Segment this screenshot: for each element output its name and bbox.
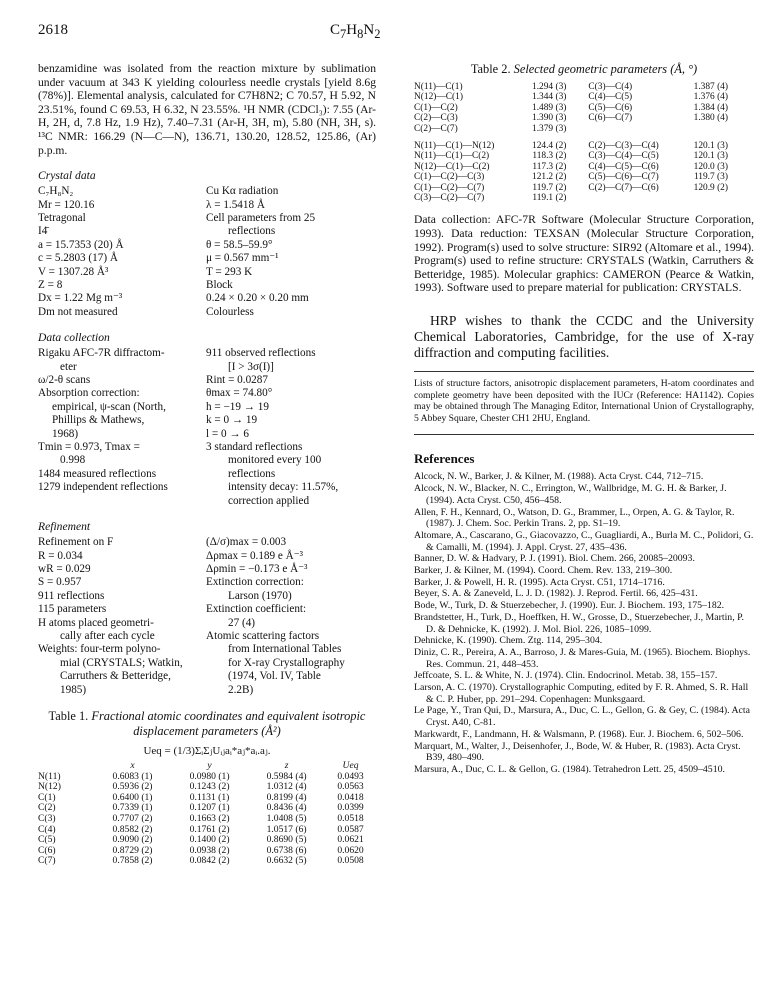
param-line: wR = 0.029	[38, 562, 91, 575]
param-line: μ = 0.567 mm⁻¹	[206, 252, 279, 265]
table1-cell: 0.1400 (2)	[189, 834, 230, 846]
references-heading: References	[414, 451, 475, 467]
table2-cell: 119.1 (2)	[532, 193, 567, 204]
table2-label: Table 2.	[470, 62, 511, 76]
table1-cell: C(2)	[38, 802, 56, 814]
table1-cell: 0.8729 (2)	[112, 844, 153, 856]
param-line: Δρmax = 0.189 e Å⁻³	[206, 549, 304, 562]
data-collection-software-paragraph: Data collection: AFC-7R Software (Molecular Structure Corporation, 1993). Data reduction: TEXSAN (Molecular Structure Corporation, 1992). Program(s) used to solve structure: SIR92 (Altomare et al., 1994). Program(s) used to refine structure: CRYSTALS (Watkin, Carruthers & Betteridge, 1985). Molecular graphics: CAMERON (Pearce & Watkin, 1993). Software used to prepare material for publication: CRYSTALS.	[414, 213, 754, 295]
table2-cell: C(1)—C(2)—C(7)	[414, 182, 485, 193]
reference-item: Altomare, A., Cascarano, G., Giacovazzo, C., Guagliardi, A., Burla M. C., Polidori, G. & Camalli, M. (1994). J. Appl. Cryst. 27, 435–436.	[414, 529, 754, 553]
crystal-data-block	[38, 185, 376, 319]
table1-cell: C(6)	[38, 844, 56, 856]
table2-cell: C(2)—C(3)—C(4)	[588, 141, 659, 152]
param-line: Atomic scattering factors	[206, 629, 320, 642]
param-line: Tmin = 0.973, Tmax =	[38, 441, 140, 454]
table1-cell: 0.0563	[337, 781, 364, 793]
table1-cell: 0.9090 (2)	[112, 834, 153, 846]
table2-cell: N(11)—C(1)—C(2)	[414, 151, 490, 162]
table1-cell: 0.8582 (2)	[112, 823, 153, 835]
param-line: correction applied	[228, 494, 310, 507]
param-line: 1968)	[52, 427, 79, 440]
running-title: $C_7H_8N_2$	[330, 22, 381, 41]
table1-cell: 0.6632 (5)	[266, 855, 307, 867]
param-line: h = −19 → 19	[206, 400, 269, 413]
param-line: Rigaku AFC-7R diffractom-	[38, 347, 165, 360]
param-line: [I > 3σ(I)]	[228, 360, 274, 373]
table1-cell: C(1)	[38, 791, 56, 803]
param-line: 2.2B)	[228, 683, 254, 696]
reference-item: Barker, J. & Kilner, M. (1994). Coord. Chem. Rev. 133, 219–300.	[414, 565, 673, 577]
table1-cell: 0.5984 (4)	[266, 770, 307, 782]
param-line: 1484 measured reflections	[38, 467, 157, 480]
table1-cell: 0.0418	[337, 791, 364, 803]
table2-cell: C(5)—C(6)—C(7)	[588, 172, 659, 183]
table1-cell: N(11)	[38, 770, 61, 782]
left-column	[38, 62, 376, 867]
table2-cell: 1.390 (3)	[532, 113, 567, 124]
param-line: Phillips & Mathews,	[52, 414, 145, 427]
data-collection-left	[38, 347, 196, 508]
param-line: Carruthers & Betteridge,	[60, 670, 171, 683]
divider	[414, 434, 754, 435]
param-line: Cell parameters from 25	[206, 211, 316, 224]
table1-header-cell: y	[207, 759, 212, 771]
param-line: k = 0 → 19	[206, 414, 258, 427]
table1-cell: 0.0620	[337, 844, 364, 856]
param-line: for X-ray Crystallography	[228, 656, 345, 669]
param-line: Dx = 1.22 Mg m⁻³	[38, 292, 123, 305]
table1-cell: 0.0508	[337, 855, 364, 867]
data-collection-right	[206, 347, 376, 508]
reference-item: Larson, A. C. (1970). Crystallographic Computing, edited by F. R. Ahmed, S. R. Hall & C. P. Huber, pp. 291–294. Copenhagen: Munksgaard.	[414, 682, 749, 705]
table1-header-cell: Ueq	[342, 759, 359, 771]
table1-header-cell	[38, 761, 94, 772]
table1-cell: 0.0621	[337, 834, 364, 846]
table1-cell: 0.0980 (1)	[189, 770, 230, 782]
table1-cell: 0.1131 (1)	[189, 791, 230, 803]
param-line: 1985)	[60, 683, 87, 696]
reference-item: Banner, D. W. & Hadvary, P. J. (1991). Biol. Chem. 266, 20085–20093.	[414, 553, 695, 565]
right-column	[414, 62, 754, 776]
param-line: empirical, ψ-scan (North,	[52, 400, 166, 413]
table2-cell: 120.0 (3)	[693, 161, 728, 172]
refinement-heading: Refinement	[38, 520, 91, 534]
reference-item: Bode, W., Turk, D. & Stuerzebecher, J. (1990). Eur. J. Biochem. 193, 175–182.	[414, 600, 725, 612]
table1-cell: 0.8690 (5)	[266, 834, 307, 846]
crystal-data-heading: Crystal data	[38, 169, 96, 183]
table2-cell: C(3)—C(4)	[588, 82, 633, 92]
param-line: Rint = 0.0287	[206, 374, 268, 387]
param-line: cally after each cycle	[60, 629, 155, 642]
reference-item: Dehnicke, K. (1990). Chem. Ztg. 114, 295–304.	[414, 635, 603, 647]
table2-cell: C(2)—C(7)—C(6)	[588, 182, 659, 193]
table1-header-cell: z	[284, 759, 289, 771]
table-row	[414, 183, 750, 193]
reference-item: Jeffcoate, S. L. & White, N. J. (1974). Clin. Endocrinol. Metab. 38, 155–157.	[414, 670, 718, 682]
param-line: from International Tables	[228, 643, 342, 656]
param-line: a = 15.7353 (20) Å	[38, 238, 124, 251]
table1-header-cell: x	[130, 759, 135, 771]
table-row	[414, 113, 750, 123]
table2-cell: C(1)—C(2)	[414, 102, 458, 113]
table-row	[38, 814, 376, 825]
table1-cell: C(5)	[38, 834, 56, 846]
param-line: c = 5.2803 (17) Å	[38, 252, 118, 265]
param-line: λ = 1.5418 Å	[206, 198, 265, 211]
table2-cell: C(4)—C(5)	[588, 92, 633, 103]
table2-cell: 120.9 (2)	[693, 182, 728, 193]
table2-cell	[588, 193, 678, 203]
param-line: (Δ/σ)max = 0.003	[206, 536, 287, 549]
param-line: T = 293 K	[206, 265, 253, 278]
param-line: θmax = 74.80°	[206, 387, 273, 400]
table1-cell: N(12)	[38, 781, 61, 793]
table2-cell: 1.344 (3)	[532, 92, 567, 103]
param-line: 0.998	[60, 454, 86, 467]
table-row	[414, 82, 750, 92]
reference-item: Alcock, N. W., Blacker, N. C., Errington, W., Wallbridge, M. G. H. & Barker, J. (1994). Acta Cryst. C50, 456–458.	[414, 483, 727, 506]
param-line: Larson (1970)	[228, 589, 292, 602]
table1-cell: C(7)	[38, 855, 56, 867]
table2-cell: 1.376 (4)	[693, 92, 728, 103]
param-line: Absorption correction:	[38, 387, 140, 400]
table1-cell: 0.0399	[337, 802, 364, 814]
reference-item: Le Page, Y., Tran Qui, D., Marsura, A., Duc, C. L., Gellon, G. & Gey, C. (1984). Acta Cryst. A40, C-81.	[414, 705, 750, 729]
table2-cell: C(3)—C(2)—C(7)	[414, 193, 485, 204]
param-line: Mr = 120.16	[38, 198, 95, 211]
param-line: Refinement on F	[38, 536, 114, 549]
reference-item: Brandstetter, H., Turk, D., Hoeffken, H. W., Grosse, D., Stuerzebecher, J., Martin, P. D. & Dehnicke, K. (1992). J. Mol. Biol. 226, 1085–1099.	[414, 611, 744, 635]
table2-cell: C(6)—C(7)	[588, 113, 633, 124]
table1-coordinates	[38, 761, 376, 867]
param-line: Colourless	[206, 305, 254, 318]
param-line: 27 (4)	[228, 616, 256, 629]
table2-cell: C(5)—C(6)	[588, 102, 633, 113]
table2-cell: C(1)—C(2)—C(3)	[414, 172, 485, 183]
table2-cell: C(2)—C(3)	[414, 113, 458, 124]
param-line: Tetragonal	[38, 211, 86, 224]
table2-cell: 119.7 (2)	[532, 182, 567, 193]
table1-title: Fractional atomic coordinates and equivalent isotropic displacement parameters (Å²)	[91, 708, 366, 738]
table1-cell: C(4)	[38, 823, 56, 835]
table1-cell: 1.0517 (6)	[266, 823, 307, 835]
param-line: 115 parameters	[38, 603, 107, 616]
table2-cell: 120.1 (3)	[693, 151, 728, 162]
table-row	[414, 103, 750, 113]
acknowledgement-paragraph: HRP wishes to thank the CCDC and the University Chemical Laboratories, Cambridge, for the use of X-ray diffraction and computing facilities.	[414, 313, 754, 361]
table1-cell: 0.7707 (2)	[112, 812, 153, 824]
table-row	[414, 162, 750, 172]
refinement-block	[38, 536, 376, 697]
table2-cell: 119.7 (3)	[693, 172, 728, 183]
table-row	[414, 92, 750, 102]
table1-cell: C(3)	[38, 812, 56, 824]
param-line: eter	[60, 360, 77, 373]
table2-cell: 124.4 (2)	[532, 141, 567, 152]
table2-cell: N(12)—C(1)—C(2)	[414, 161, 490, 172]
divider	[414, 371, 754, 372]
reference-item: Beyer, S. A. & Zaneveld, L. J. D. (1982). J. Reprod. Fertil. 66, 425–431.	[414, 588, 698, 600]
table1-cell: 1.0408 (5)	[266, 812, 307, 824]
param-line: V = 1307.28 Å³	[38, 265, 109, 278]
table2-cell: 1.294 (3)	[532, 82, 567, 92]
table2-cell: N(11)—C(1)	[414, 82, 463, 92]
param-line: R = 0.034	[38, 549, 83, 562]
reference-item: Allen, F. H., Kennard, O., Watson, D. G., Brammer, L., Orpen, A. G. & Taylor, R. (1987). J. Chem. Soc. Perkin Trans. 2, pp. S1–19.	[414, 506, 735, 530]
table2-cell: C(2)—C(7)	[414, 123, 458, 134]
table1-cell: 0.5936 (2)	[112, 781, 153, 793]
table2-cell: 1.384 (4)	[693, 102, 728, 113]
param-line: (1974, Vol. IV, Table	[228, 670, 321, 683]
table1-ueq-formula: Ueq = (1/3)ΣᵢΣⱼUᵢⱼaᵢ*aⱼ*aᵢ.aⱼ.	[143, 744, 271, 757]
refinement-left	[38, 536, 196, 697]
param-line: 3 standard reflections	[206, 441, 303, 454]
param-line: intensity decay: 11.57%,	[228, 481, 339, 494]
table1-cell: 0.6738 (6)	[266, 844, 307, 856]
table2-cell: 1.387 (4)	[693, 82, 728, 92]
reference-item: Marsura, A., Duc, C. L. & Gellon, G. (1984). Tetrahedron Lett. 25, 4509–4510.	[414, 763, 725, 775]
page-number: 2618	[38, 22, 68, 38]
param-line: 0.24 × 0.20 × 0.20 mm	[206, 292, 309, 305]
param-line: 911 observed reflections	[206, 347, 316, 360]
param-line: Weights: four-term polyno-	[38, 643, 161, 656]
table2-cell: 120.1 (3)	[693, 141, 728, 152]
table-row	[414, 151, 750, 161]
reference-item: Marquart, M., Walter, J., Deisenhofer, J., Bode, W. & Huber, R. (1983). Acta Cryst. B39, 480–490.	[414, 740, 741, 764]
param-line: 1279 independent reflections	[38, 481, 168, 494]
table-row	[414, 124, 750, 134]
table1-caption	[38, 709, 376, 739]
table1-cell: 0.8199 (4)	[266, 791, 307, 803]
table2-geometry	[414, 82, 750, 203]
table2-cell: C(4)—C(5)—C(6)	[588, 161, 659, 172]
table1-cell: 0.7339 (1)	[112, 802, 153, 814]
table1-cell: 0.6083 (1)	[112, 770, 153, 782]
param-line: reflections	[228, 467, 276, 480]
table-spacer	[414, 134, 750, 141]
param-line: Extinction coefficient:	[206, 603, 307, 616]
param-line: Extinction correction:	[206, 576, 304, 589]
table2-cell: 1.379 (3)	[532, 123, 567, 134]
table2-cell: N(12)—C(1)	[414, 92, 463, 103]
table2-cell: C(3)—C(4)—C(5)	[588, 151, 659, 162]
table2-cell: N(11)—C(1)—N(12)	[414, 141, 495, 152]
crystal-data-left	[38, 185, 196, 319]
table2-cell: 117.3 (2)	[532, 161, 567, 172]
references-list	[414, 471, 754, 775]
table-row	[414, 141, 750, 151]
param-line: I4̄	[38, 225, 48, 238]
table1-cell: 0.7858 (2)	[112, 855, 153, 867]
table1-cell: 0.1761 (2)	[189, 823, 230, 835]
table2-cell: 1.489 (3)	[532, 102, 567, 113]
reference-item: Diniz, C. R., Pereira, A. A., Barroso, J. & Mares-Guia, M. (1965). Biochem. Biophys. Res. Commun. 21, 448–453.	[414, 646, 751, 670]
table-row	[38, 856, 376, 867]
table2-cell: 121.2 (2)	[532, 172, 567, 183]
reference-item: Markwardt, F., Landmann, H. & Walsmann, P. (1968). Eur. J. Biochem. 6, 502–506.	[414, 728, 744, 740]
reference-item: Barker, J. & Powell, H. R. (1995). Acta Cryst. C51, 1714–1716.	[414, 576, 665, 588]
table2-cell	[588, 124, 678, 134]
param-line: l = 0 → 6	[206, 427, 249, 440]
table2-cell: 1.380 (4)	[693, 113, 728, 124]
deposition-note: Lists of structure factors, anisotropic displacement parameters, H-atom coordinates and complete geometry have been deposited with the IUCr (Reference: HA1142). Copies may be obtained through The Managing Editor, International Union of Crystallography, 5 Abbey Square, Chester CH1 2HU, England.	[414, 378, 754, 424]
table1-cell: 0.1243 (2)	[189, 781, 230, 793]
param-line: Z = 8	[38, 279, 63, 291]
table2-caption	[414, 62, 754, 77]
param-line: reflections	[228, 225, 276, 238]
table1-cell: 0.0493	[337, 770, 364, 782]
table1-cell: 0.0587	[337, 823, 364, 835]
param-line: mial (CRYSTALS; Watkin,	[60, 656, 183, 669]
table2-title: Selected geometric parameters (Å, °)	[513, 62, 698, 76]
table1-cell: 0.0518	[337, 812, 364, 824]
table1-cell: 0.1663 (2)	[189, 812, 230, 824]
param-line: H atoms placed geometri-	[38, 616, 154, 629]
param-line: monitored every 100	[228, 454, 322, 467]
refinement-right	[206, 536, 376, 697]
table1-cell: 0.0842 (2)	[189, 855, 230, 867]
param-line: 911 reflections	[38, 589, 105, 602]
reference-item: Alcock, N. W., Barker, J. & Kilner, M. (1988). Acta Cryst. C44, 712–715.	[414, 471, 704, 483]
param-line: θ = 58.5–59.9°	[206, 238, 273, 251]
param-line: C₇H₈N₂	[38, 185, 74, 198]
table1-cell: 0.8436 (4)	[266, 802, 307, 814]
data-collection-block	[38, 347, 376, 508]
intro-paragraph: benzamidine was isolated from the reaction mixture by sublimation under vacuum at 343 K yielding colourless needle crystals [yield 8.6g (78%)]. Elemental analysis, calculated for C7H8N2; C 70.57, H 5.92, N 23.51%, found C 69.53, H 6.32, N 23.55%. ¹H NMR (CDCl₃): 7.55 (Ar-H, 2H, d, 7.8 Hz, 1.9 Hz), 7.40–7.31 (Ar-H, 3H, m), 5.80 (NH, 3H, s). ¹³C NMR: 166.29 (N—C—N), 136.71, 130.20, 128.52, 125.86, (Ar) p.p.m.	[38, 62, 376, 157]
table2-cell: 118.3 (2)	[532, 151, 567, 162]
param-line: S = 0.957	[38, 576, 82, 589]
param-line: ω/2-θ scans	[38, 374, 91, 387]
table1-label: Table 1.	[48, 708, 89, 723]
crystal-data-right	[206, 185, 376, 319]
param-line: Dm not measured	[38, 305, 118, 318]
data-collection-heading: Data collection	[38, 331, 110, 345]
table1-cell: 0.0938 (2)	[189, 844, 230, 856]
param-line: Cu Kα radiation	[206, 185, 279, 198]
table1-cell: 0.6400 (1)	[112, 791, 153, 803]
table-row	[414, 172, 750, 182]
table2-cell	[678, 124, 750, 134]
table1-cell: 0.1207 (1)	[189, 802, 230, 814]
param-line: Block	[206, 279, 233, 291]
param-line: Δρmin = −0.173 e Å⁻³	[206, 562, 308, 575]
table2-cell	[678, 193, 750, 203]
table1-cell: 1.0312 (4)	[266, 781, 307, 793]
table-row	[414, 193, 750, 203]
